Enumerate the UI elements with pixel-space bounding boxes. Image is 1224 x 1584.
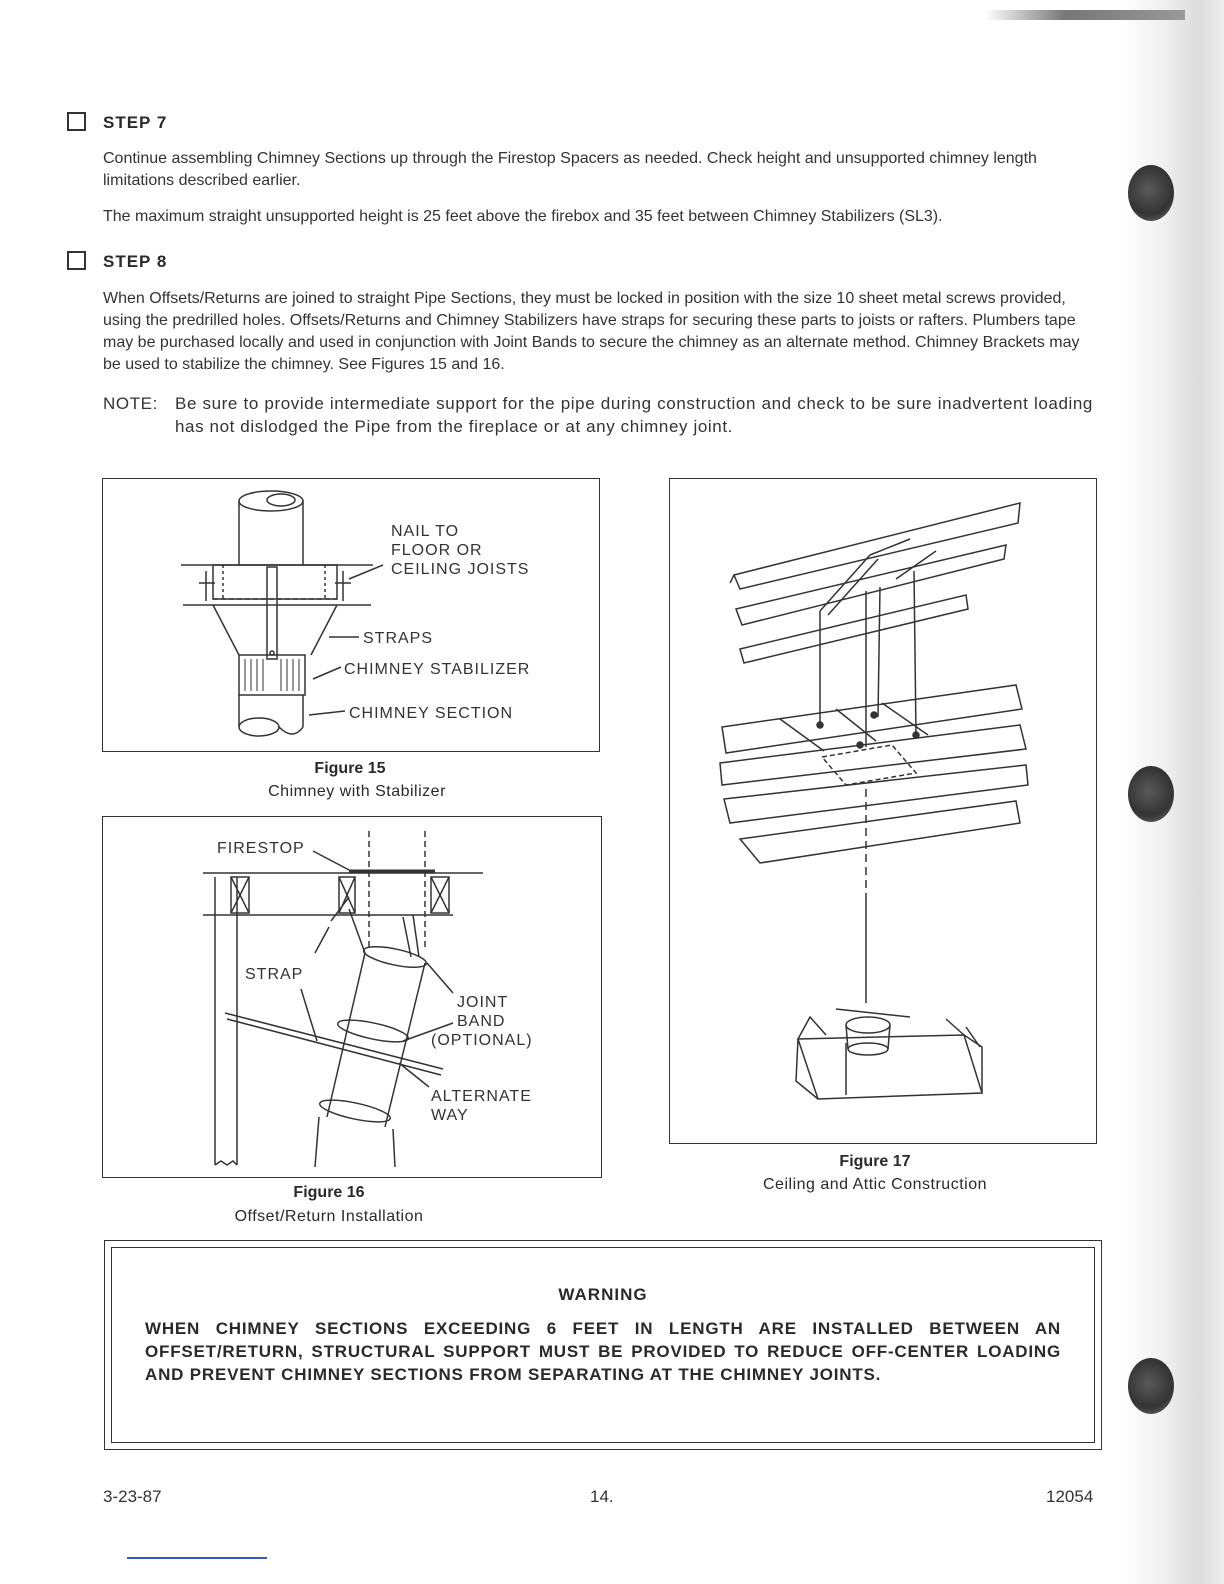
fig16-label-alt-1: ALTERNATE bbox=[431, 1088, 532, 1105]
fig15-label-straps: STRAPS bbox=[363, 630, 434, 647]
fig16-label-joint-2: BAND bbox=[457, 1013, 506, 1030]
step8-paragraph: When Offsets/Returns are joined to straight Pipe Sections, they must be locked in position with the size 10 sheet metal screws provided, using the predrilled holes. Offsets/Returns and Chimney Stabilizers have straps for securing these parts to joists or rafters. Plumbers tape may be purchased locally and used in conjunction with Joint Bands to secure the chimney as an alternate method. Chimney Brackets may be used to stabilize the chimney. See Figures 15 and 16. bbox=[103, 290, 1080, 373]
fig15-label-section: CHIMNEY SECTION bbox=[349, 705, 514, 722]
scan-blue-line bbox=[127, 1557, 267, 1559]
figure15-diagram bbox=[102, 478, 600, 752]
fig15-label-nail-1: NAIL TO bbox=[391, 523, 460, 540]
step7-title: STEP 7 bbox=[103, 113, 168, 132]
binder-hole-middle bbox=[1128, 766, 1174, 822]
binder-hole-bottom bbox=[1128, 1358, 1174, 1414]
scan-top-mark bbox=[985, 10, 1185, 20]
note-label: NOTE: bbox=[103, 394, 158, 413]
figure16-caption: Offset/Return Installation bbox=[234, 1208, 424, 1225]
figure15-number: Figure 15 bbox=[314, 760, 386, 777]
fig16-label-joint-1: JOINT bbox=[457, 994, 509, 1011]
fig16-label-alt-2: WAY bbox=[431, 1107, 469, 1124]
fig16-label-joint-3: (OPTIONAL) bbox=[431, 1032, 533, 1049]
warning-box bbox=[104, 1240, 1102, 1450]
binder-hole-top bbox=[1128, 165, 1174, 221]
fig15-label-nail-2: FLOOR OR bbox=[391, 542, 483, 559]
figure17-caption: Ceiling and Attic Construction bbox=[763, 1176, 987, 1193]
footer-page-number: 14. bbox=[590, 1487, 614, 1506]
figure17-diagram bbox=[669, 478, 1097, 1144]
figure15-caption: Chimney with Stabilizer bbox=[268, 783, 446, 800]
fig16-label-firestop: FIRESTOP bbox=[217, 840, 305, 857]
footer-date: 3-23-87 bbox=[103, 1487, 162, 1506]
figure16-diagram bbox=[102, 816, 602, 1178]
figure16-number: Figure 16 bbox=[293, 1184, 365, 1201]
fig16-label-strap: STRAP bbox=[245, 966, 304, 983]
note-text: Be sure to provide intermediate support for the pipe during construction and check to be sure inadvertent loading has not dislodged the Pipe from the fireplace or at any chimney joint. bbox=[175, 394, 1093, 436]
step7-paragraph-2: The maximum straight unsupported height is 25 feet above the firebox and 35 feet between Chimney Stabilizers (SL3). bbox=[103, 208, 943, 225]
footer-document-code: 12054 bbox=[1046, 1487, 1094, 1506]
fig15-label-stabilizer: CHIMNEY STABILIZER bbox=[344, 661, 531, 678]
figure17-number: Figure 17 bbox=[839, 1153, 911, 1170]
step8-checkbox[interactable] bbox=[67, 251, 86, 270]
step7-checkbox[interactable] bbox=[67, 112, 86, 131]
warning-body: WHEN CHIMNEY SECTIONS EXCEEDING 6 FEET IN LENGTH ARE INSTALLED BETWEEN AN OFFSET/RETURN, STRUCTURAL SUPPORT MUST BE PROVIDED TO REDUCE OFF-CENTER LOADING AND PREVENT CHIMNEY SECTIONS FROM SEPARATING AT THE CHIMNEY JOINTS. bbox=[145, 1319, 1061, 1384]
step7-paragraph-1: Continue assembling Chimney Sections up through the Firestop Spacers as needed. Check height and unsupported chimney length limitations described earlier. bbox=[103, 150, 1037, 189]
step8-title: STEP 8 bbox=[103, 252, 168, 271]
fig15-label-nail-3: CEILING JOISTS bbox=[391, 561, 530, 578]
warning-title: WARNING bbox=[558, 1285, 648, 1304]
